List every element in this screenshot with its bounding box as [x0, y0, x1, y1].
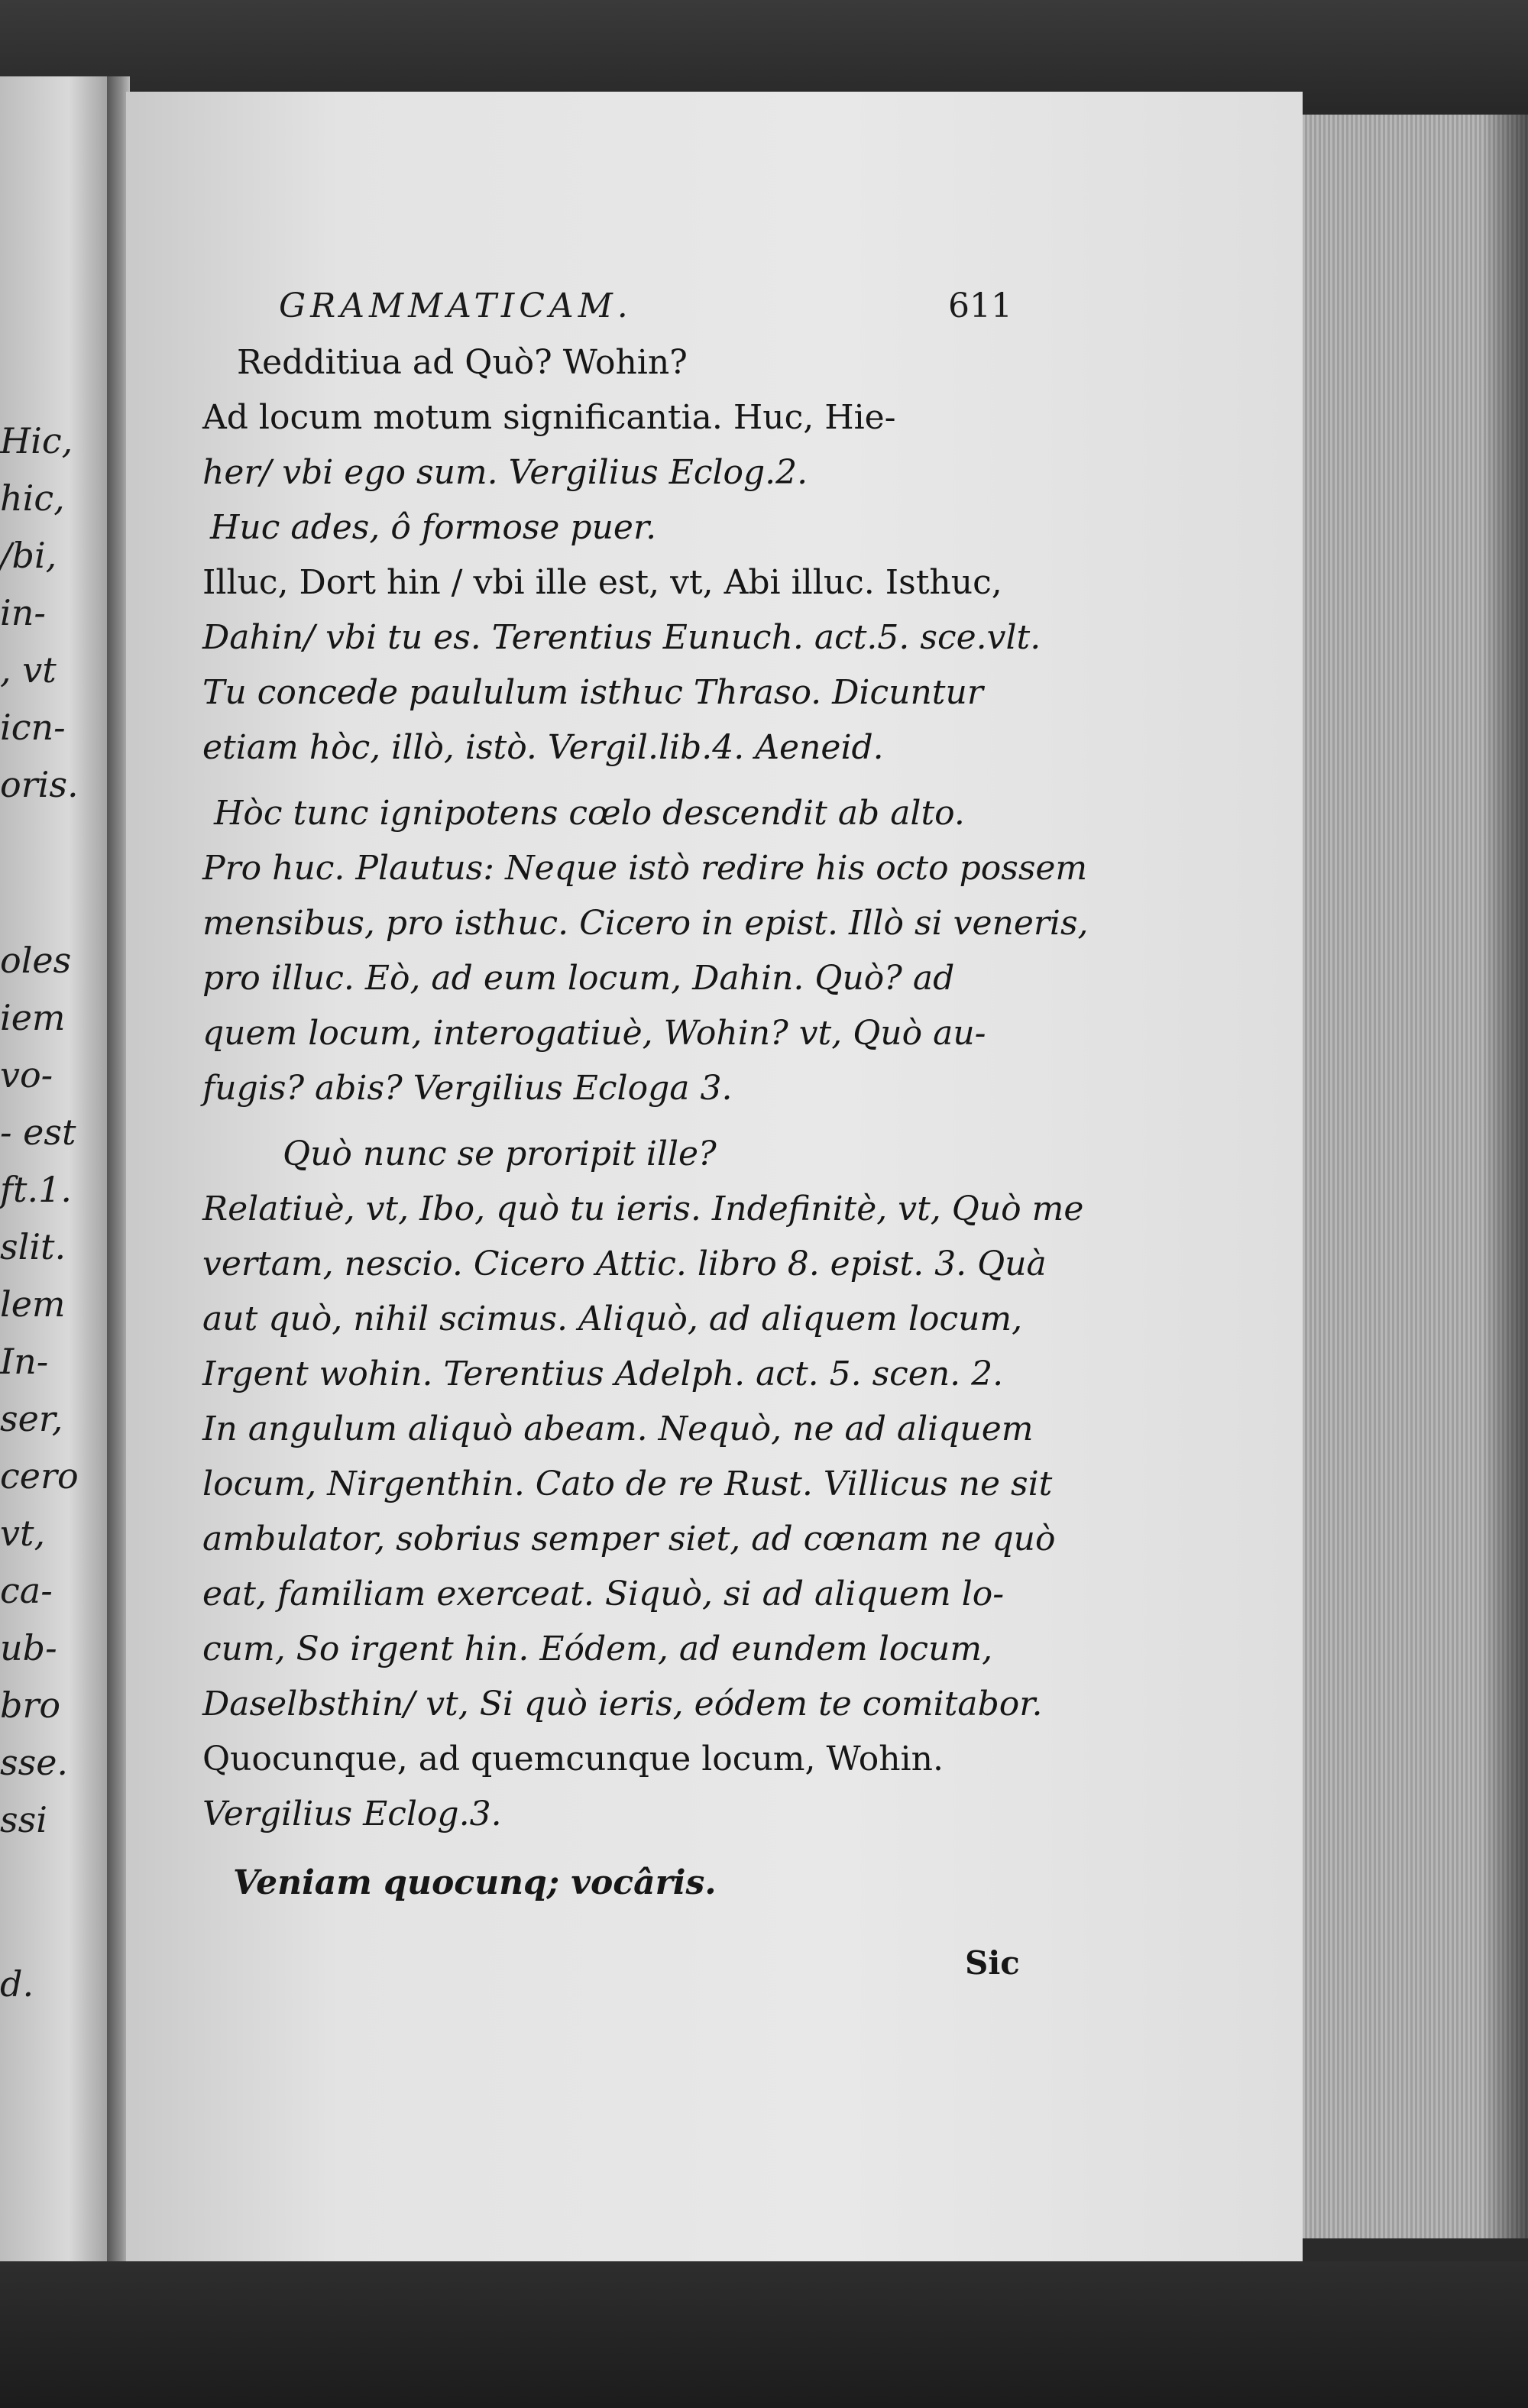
- left-fragment: - est: [0, 1112, 76, 1153]
- text-line: Daselbsthin/ vt, Si quò ieris, eódem te comitabor.: [202, 1685, 1043, 1723]
- left-fragment: cero: [0, 1455, 79, 1497]
- page-header: [279, 286, 1012, 332]
- text-line: Illuc, Dort hin / vbi ille est, vt, Abi illuc. Isthuc,: [202, 563, 1002, 602]
- text-line: mensibus, pro isthuc. Cicero in epist. Illò si veneris,: [202, 904, 1089, 943]
- left-fragment: in-: [0, 592, 46, 633]
- text-line: Pro huc. Plautus: Neque istò redire his octo possem: [202, 849, 1088, 888]
- text-line: Redditiua ad Quò? Wohin?: [237, 343, 688, 382]
- left-fragment: icn-: [0, 707, 66, 748]
- text-line: cum, So irgent hin. Eódem, ad eundem locum,: [202, 1630, 993, 1668]
- left-fragment: vo-: [0, 1054, 53, 1096]
- text-line: quem locum, interogatiuè, Wohin? vt, Quò au-: [202, 1014, 986, 1053]
- left-fragment: , vt: [0, 649, 57, 691]
- text-line: Dahin/ vbi tu es. Terentius Eunuch. act.5. sce.vlt.: [202, 618, 1041, 657]
- left-fragment: hic,: [0, 477, 65, 519]
- left-fragment: oles: [0, 940, 72, 981]
- text-line: Relatiuè, vt, Ibo, quò tu ieris. Indefinitè, vt, Quò me: [202, 1189, 1084, 1228]
- left-fragment: bro: [0, 1685, 61, 1726]
- left-fragment: iem: [0, 997, 66, 1038]
- page-edges-shadow: [1482, 115, 1528, 2238]
- text-line: Quò nunc se proripit ille?: [283, 1134, 717, 1173]
- book-page: [126, 92, 1303, 2261]
- text-line: aut quò, nihil scimus. Aliquò, ad aliquem locum,: [202, 1299, 1023, 1338]
- left-fragment: In-: [0, 1341, 49, 1382]
- left-fragment: ft.1.: [0, 1169, 73, 1210]
- text-line: her/ vbi ego sum. Vergilius Eclog.2.: [202, 453, 808, 492]
- text-line: Ad locum motum significantia. Huc, Hie-: [202, 398, 896, 437]
- running-head: GRAMMATICAM.: [279, 286, 633, 325]
- text-line: Quocunque, ad quemcunque locum, Wohin.: [202, 1740, 944, 1778]
- text-line: locum, Nirgenthin. Cato de re Rust. Villicus ne sit: [202, 1465, 1053, 1503]
- text-line: eat, familiam exerceat. Siquò, si ad aliquem lo-: [202, 1575, 1005, 1613]
- text-line: Irgent wohin. Terentius Adelph. act. 5. scen. 2.: [202, 1354, 1004, 1393]
- catchword: Sic: [965, 1944, 1020, 1982]
- left-fragment: sse.: [0, 1742, 69, 1783]
- text-line: Huc ades, ô formose puer.: [210, 508, 657, 547]
- left-fragment: slit.: [0, 1226, 66, 1267]
- text-line: ambulator, sobrius semper siet, ad cœnam ne quò: [202, 1520, 1056, 1558]
- text-line: Tu concede paululum isthuc Thraso. Dicuntur: [202, 673, 983, 712]
- left-fragment: ca-: [0, 1570, 53, 1611]
- left-fragment: d.: [0, 1963, 34, 2005]
- text-line: Vergilius Eclog.3.: [202, 1795, 502, 1834]
- left-fragment: lem: [0, 1283, 66, 1325]
- text-line: Hòc tunc ignipotens cœlo descendit ab alto.: [214, 794, 965, 833]
- left-fragment: vt,: [0, 1513, 46, 1554]
- text-line: pro illuc. Eò, ad eum locum, Dahin. Quò? ad: [202, 959, 955, 998]
- text-line: fugis? abis? Vergilius Ecloga 3.: [202, 1069, 733, 1108]
- left-fragment: ser,: [0, 1398, 63, 1439]
- left-fragment: ub-: [0, 1627, 57, 1668]
- left-fragment: ssi: [0, 1799, 47, 1840]
- background-bottom: [0, 2261, 1528, 2408]
- text-line: Veniam quocunq; vocâris.: [233, 1863, 717, 1902]
- text-line: In angulum aliquò abeam. Nequò, ne ad aliquem: [202, 1410, 1034, 1448]
- text-line: vertam, nescio. Cicero Attic. libro 8. epist. 3. Quà: [202, 1244, 1047, 1283]
- text-line: etiam hòc, illò, istò. Vergil.lib.4. Aeneid.: [202, 728, 884, 767]
- left-fragment: /bi,: [0, 535, 57, 576]
- left-fragment: oris.: [0, 764, 79, 805]
- page-number: 611: [948, 286, 1012, 325]
- left-fragment: Hic,: [0, 420, 73, 461]
- left-facing-page: [0, 76, 115, 2261]
